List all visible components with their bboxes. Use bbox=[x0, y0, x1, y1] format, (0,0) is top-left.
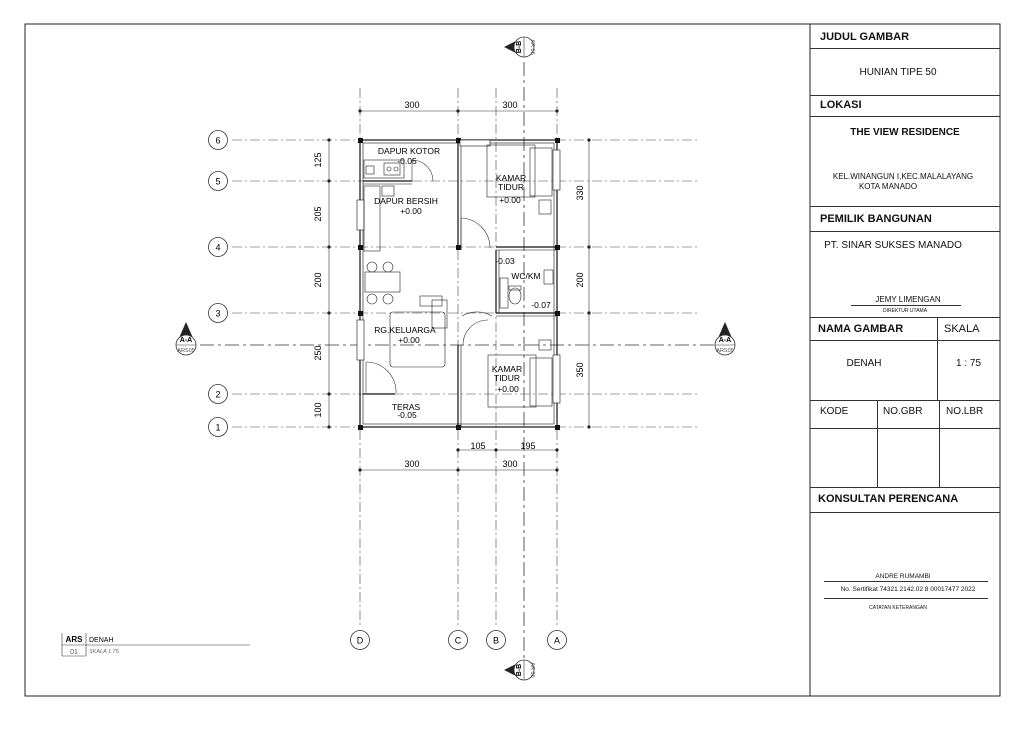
room-keluarga-name: RG.KELUARGA bbox=[374, 325, 436, 335]
dim-top-2: 300 bbox=[502, 100, 518, 110]
lokasi-address-1: KEL.WINANGUN I,KEC.MALALAYANG bbox=[832, 172, 974, 181]
room-kamar1-level: +0.00 bbox=[499, 195, 521, 205]
sheet-code: ARS bbox=[65, 635, 83, 644]
nama-gambar-header: NAMA GAMBAR bbox=[818, 323, 904, 335]
grid-lines-horizontal bbox=[232, 140, 700, 427]
section-aa-label-left: A-A bbox=[179, 337, 193, 344]
skala-header: SKALA bbox=[944, 323, 980, 335]
section-aa-label-right: A-A bbox=[718, 337, 732, 344]
no-lbr-label: NO.LBR bbox=[946, 406, 984, 417]
pemilik-person: JEMY LIMENGAN bbox=[875, 295, 941, 304]
section-bb-ref-bottom: AR 05 bbox=[529, 662, 535, 678]
dim-bottom-2: 300 bbox=[502, 459, 518, 469]
room-dapur-kotor-name: DAPUR KOTOR bbox=[377, 146, 441, 156]
pemilik-role: DIREKTUR UTAMA bbox=[882, 308, 928, 314]
dim-left-2: 205 bbox=[313, 206, 323, 222]
dim-left-1: 125 bbox=[313, 152, 323, 168]
grid-row-4: 4 bbox=[215, 242, 221, 253]
room-kamar1-name2: TIDUR bbox=[498, 182, 524, 192]
kode-label: KODE bbox=[820, 406, 849, 417]
room-dapur-kotor-level: -0.05 bbox=[397, 156, 417, 166]
room-kamar2-level: +0.00 bbox=[497, 384, 519, 394]
room-dapur-bersih-name: DAPUR BERSIH bbox=[374, 196, 438, 206]
konsultan-header: KONSULTAN PERENCANA bbox=[818, 493, 959, 505]
room-kamar2-name: KAMAR bbox=[491, 364, 523, 374]
lokasi-address-2: KOTA MANADO bbox=[858, 182, 918, 191]
dim-left-4: 250 bbox=[313, 345, 323, 361]
grid-row-6: 6 bbox=[215, 135, 221, 146]
dim-right-2: 200 bbox=[575, 272, 585, 288]
grid-row-3: 3 bbox=[215, 308, 221, 319]
grid-row-5: 5 bbox=[215, 176, 221, 187]
dim-left-5: 100 bbox=[313, 402, 323, 418]
room-wc-level: -0.03 bbox=[495, 256, 515, 266]
walls bbox=[360, 140, 557, 427]
dim-bottom-small-1: 105 bbox=[470, 441, 486, 451]
dim-bottom-small-2: 195 bbox=[520, 441, 536, 451]
room-wc-level2: -0.07 bbox=[531, 300, 551, 310]
dimension-ticks bbox=[327, 109, 590, 471]
pemilik-value: PT. SINAR SUKSES MANADO bbox=[824, 240, 962, 251]
sheet-title: DENAH bbox=[89, 637, 114, 644]
skala-value: 1 : 75 bbox=[955, 358, 982, 369]
room-kamar1-name: KAMAR bbox=[495, 173, 527, 183]
grid-col-a: A bbox=[553, 635, 561, 646]
dim-top-1: 300 bbox=[404, 100, 420, 110]
section-bb-label-top: B-B bbox=[516, 40, 523, 54]
lokasi-name: THE VIEW RESIDENCE bbox=[850, 127, 960, 138]
section-aa-ref-right: ARS05 bbox=[716, 348, 734, 354]
sheet-scale: SKALA 1:75 bbox=[89, 649, 119, 655]
catatan-label: CATATAN KETERANGAN bbox=[869, 605, 927, 611]
grid-row-2: 2 bbox=[215, 389, 221, 400]
grid-col-d: D bbox=[356, 635, 364, 646]
lokasi-header: LOKASI bbox=[820, 99, 862, 111]
grid-col-c: C bbox=[454, 635, 462, 646]
dim-left-3: 200 bbox=[313, 272, 323, 288]
room-keluarga-level: +0.00 bbox=[398, 335, 420, 345]
dim-right-1: 330 bbox=[575, 185, 585, 201]
room-kamar2-name2: TIDUR bbox=[494, 373, 520, 383]
room-dapur-bersih-level: +0.00 bbox=[400, 206, 422, 216]
no-gbr-label: NO.GBR bbox=[883, 406, 923, 417]
konsultan-sertifikat: No. Sertifikat 74321 2142.02 8 00017477 2022 bbox=[840, 586, 976, 593]
grid-row-1: 1 bbox=[215, 422, 221, 433]
dimension-lines bbox=[329, 111, 589, 470]
judul-header: JUDUL GAMBAR bbox=[820, 31, 910, 43]
dim-bottom-1: 300 bbox=[404, 459, 420, 469]
room-wc-name: WC/KM bbox=[511, 271, 541, 281]
dim-right-3: 350 bbox=[575, 362, 585, 378]
doors bbox=[366, 160, 492, 393]
grid-col-b: B bbox=[492, 635, 500, 646]
pemilik-header: PEMILIK BANGUNAN bbox=[820, 213, 932, 225]
nama-gambar-value: DENAH bbox=[846, 358, 882, 369]
sheet-number: 01 bbox=[70, 649, 78, 656]
section-aa-ref-left: ARS05 bbox=[177, 348, 195, 354]
room-teras-name: TERAS bbox=[391, 402, 421, 412]
section-bb-label-bottom: B-B bbox=[516, 663, 523, 677]
judul-value: HUNIAN TIPE 50 bbox=[859, 67, 937, 78]
section-bb-ref-top: AR 05 bbox=[529, 39, 535, 55]
room-teras-level: -0.05 bbox=[397, 410, 417, 420]
konsultan-name: ANDRE RUMAMBI bbox=[875, 573, 931, 580]
